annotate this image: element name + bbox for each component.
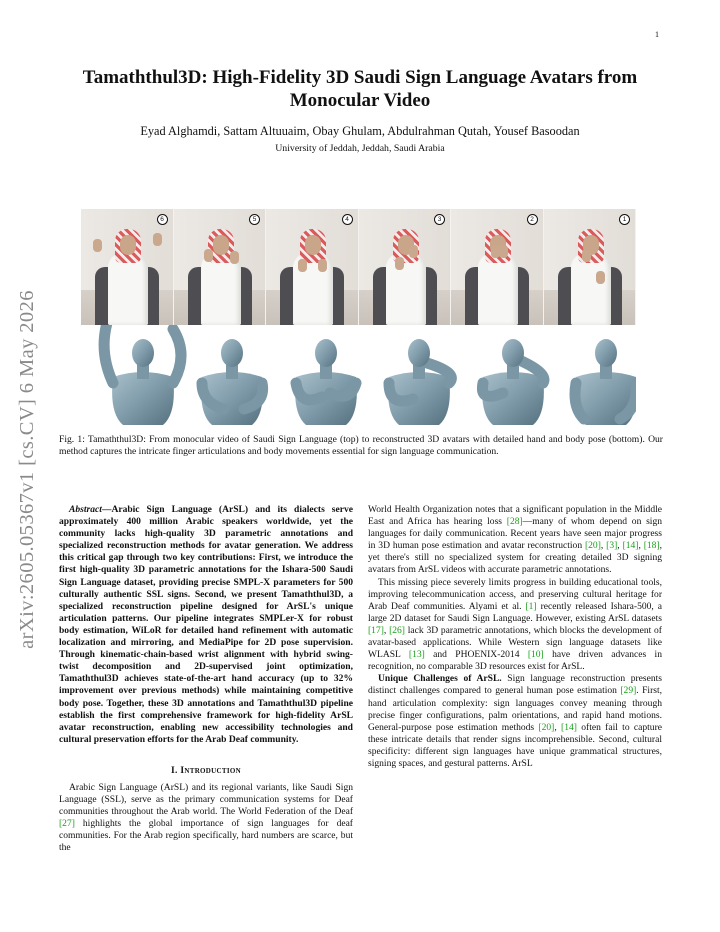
frame-number-badge: 2 — [527, 214, 538, 225]
text-run: —many of whom depend on sign languages for daily communication. Recent years have seen major progress in 3D human pose estimation and avatar reconstruction — [368, 516, 663, 552]
video-frame — [266, 209, 359, 325]
citation-link[interactable]: [14] — [622, 540, 639, 552]
right-column — [368, 504, 662, 770]
video-frame-strip — [81, 209, 636, 325]
text-run: , — [554, 721, 562, 733]
citation-link[interactable]: [29] — [620, 685, 637, 697]
video-frame — [174, 209, 267, 325]
avatar-render — [482, 339, 544, 425]
intro-paragraph-1 — [59, 782, 353, 855]
video-frame — [359, 209, 452, 325]
citation-link[interactable]: [26] — [389, 624, 405, 636]
citation-link[interactable]: [20] — [584, 540, 601, 552]
page-number: 1 — [655, 30, 659, 39]
left-column — [59, 504, 353, 855]
text-run: , — [638, 540, 644, 552]
text-run: often fail to capture these intricate details that render signs incomprehensible. Second, cultural specificity: different sign languages have unique grammatical structures, signing spaces, and gestural patterns. ArSL — [368, 721, 662, 769]
avatar-render — [295, 339, 357, 425]
text-run: Arabic Sign Language (ArSL) and its regional variants, like Saudi Sign Language (SSL), serve as the primary communication systems for Deaf communities throughout the Arab world. The World Federation of the Deaf — [59, 781, 353, 818]
video-frame — [451, 209, 544, 325]
citation-link[interactable]: [10] — [527, 649, 544, 661]
text-run: have driven advances in recognition, no comparable 3D resources exist for ArSL. — [368, 649, 662, 673]
video-frame — [544, 209, 637, 325]
video-frame — [81, 209, 174, 325]
arxiv-stamp — [7, 262, 47, 677]
citation-link[interactable]: [28] — [506, 516, 523, 528]
frame-number-badge: 1 — [619, 214, 630, 225]
arxiv-identifier: arXiv:2605.05367v1 [cs.CV] 6 May 2026 — [15, 290, 38, 649]
abstract-text: —Arabic Sign Language (ArSL) and its dialects serve approximately 400 million Arabic speakers worldwide, yet the community lacks high-quality 3D parametric annotations and specialized reconstruction methods for avatar generation. We address this critical gap through two key contributions: First, we introduce the first high-quality 3D parametric annotations for the Ishara-500 Saudi Sign Language dataset, providing precise SMPL-X parameters for 500 culturally authentic SSL signs. Second, we present Tamaththul3D, a specialized reconstruction pipeline designed for ArSL's unique articulation patterns. Our pipeline integrates SMPLer-X for robust body estimation, WiLoR for detailed hand refinement with automatic localization and mirroring, and MediaPipe for 2D pose supervision. Through kinematic-chain-based wrist alignment with hybrid swing-twist decomposition and 2D-supervised joint optimization, Tamaththul3D achieves state-of-the-art hand accuracy (up to 32% improvement over previous methods) while maintaining competitive body pose. Together, these 3D annotations and Tamaththul3D pipeline establish the first comprehensive framework for high-fidelity ArSL avatar reconstruction, enabling new accessibility technologies and cultural preservation efforts for the Arab Deaf community. — [59, 504, 353, 745]
text-run: , — [600, 540, 607, 552]
citation-link[interactable]: [3] — [606, 540, 618, 552]
avatar-render — [388, 339, 451, 425]
text-run: lack 3D parametric annotations, which blocks the development of avatar-based applications. While Western sign language datasets like WLASL — [368, 624, 662, 661]
citation-link[interactable]: [27] — [59, 818, 75, 830]
frame-number-badge: 4 — [342, 214, 353, 225]
intro-paragraph-3 — [368, 577, 662, 674]
frame-number-badge: 6 — [157, 214, 168, 225]
frame-number-badge: 5 — [249, 214, 260, 225]
affiliation: University of Jeddah, Jeddah, Saudi Arabia — [275, 143, 445, 154]
abstract — [59, 504, 353, 746]
intro-paragraph-2 — [368, 504, 662, 577]
frame-number-badge: 3 — [434, 214, 445, 225]
citation-link[interactable]: [20] — [538, 721, 555, 733]
paper-title: Tamaththul3D: High-Fidelity 3D Saudi Sign Language Avatars from Monocular Video — [82, 67, 638, 111]
text-run: and PHOENIX-2014 — [424, 649, 528, 661]
citation-link[interactable]: [13] — [408, 649, 425, 661]
text-run: . First, hand articulation complexity: sign languages convey meaning through precise finger configurations, palm orientations, and rapid hand motions. General-purpose pose estimation methods — [368, 685, 663, 733]
text-run: , — [617, 540, 623, 552]
avatar-render — [575, 339, 636, 425]
text-run: , — [383, 624, 390, 636]
text-run: World Health Organization notes that a significant population in the Middle East and Africa has hearing loss — [368, 504, 662, 528]
intro-paragraph-4 — [368, 673, 662, 770]
text-run: recently released Ishara-500, a large 2D dataset for Saudi Sign Language. However, existing ArSL datasets — [368, 600, 662, 624]
figure-1 — [81, 209, 636, 425]
citation-link[interactable]: [18] — [643, 540, 660, 552]
author-list: Eyad Alghamdi, Sattam Altuuaim, Obay Ghulam, Abdulrahman Qutah, Yousef Basoodan — [140, 124, 580, 138]
avatar-render — [104, 325, 181, 425]
figure-caption: Fig. 1: Tamaththul3D: From monocular video of Saudi Sign Language (top) to reconstructed 3D avatars with detailed hand and body pose (bottom). Our method captures the intricate finger articulations and body movements essential for sign language communication. — [59, 434, 663, 457]
avatar-render-strip — [81, 325, 636, 425]
abstract-label: Abstract — [69, 504, 102, 515]
text-run: This missing piece severely limits progress in building educational tools, improving telecommunication access, and preserving cultural heritage for Arab Deaf communities. Alyami et al. — [368, 576, 662, 612]
citation-link[interactable]: [14] — [561, 721, 577, 733]
avatar-render — [201, 339, 263, 425]
text-run: Sign language reconstruction presents distinct challenges compared to general human pose estimation — [368, 673, 662, 697]
text-run: , yet there's still no specialized system for creating detailed 3D signing avatars from ArSL videos with accurate parametric annotations. — [368, 540, 663, 576]
citation-link[interactable]: [17] — [368, 624, 384, 636]
citation-link[interactable]: [1] — [525, 600, 537, 612]
section-heading-introduction: I. Introduction — [171, 765, 241, 776]
run-in-heading: Unique Challenges of ArSL. — [378, 673, 502, 685]
text-run: highlights the global importance of sign languages for deaf communities. For the Arab region specifically, hard numbers are scarce, but the — [59, 818, 353, 854]
paragraph-body — [368, 673, 662, 769]
